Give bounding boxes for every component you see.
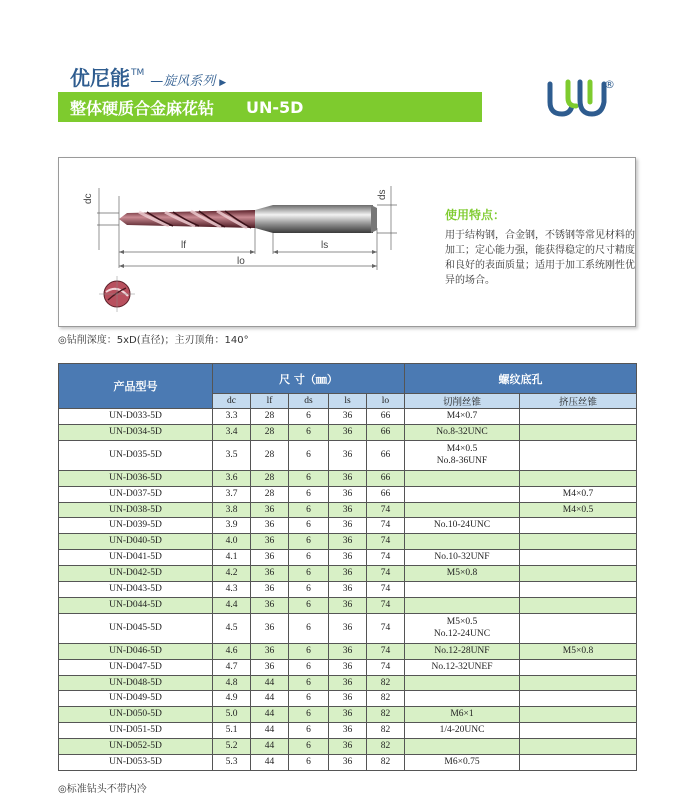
cell-ds: 6 [289,502,329,518]
cell-ls: 36 [329,550,367,566]
cell-ds: 6 [289,675,329,691]
cell-ls: 36 [329,518,367,534]
company-logo [546,76,610,120]
features-text: 用于结构钢，合金钢，不锈钢等常见材料的加工；定心能力强，能获得稳定的尺寸精度和良好的表面质量；适用于加工系统刚性优异的场合。 [445,230,635,286]
cell-lf: 28 [251,486,289,502]
table-row [59,424,637,440]
cell-ds: 6 [289,723,329,739]
cell-lo: 66 [367,409,405,425]
cell-ds: 6 [289,582,329,598]
table-row [59,723,637,739]
cell-lf: 36 [251,643,289,659]
product-title-bar [58,92,482,122]
cell-lo: 74 [367,582,405,598]
cell-dc: 3.8 [213,502,251,518]
drilling-depth-note: ◎钻削深度：5xD(直径)；主刃顶角：140° [58,335,249,346]
cell-model: UN-D035-5D [59,440,213,470]
cell-lo: 66 [367,470,405,486]
cell-lf: 44 [251,723,289,739]
cell-model: UN-D051-5D [59,723,213,739]
cell-dc: 4.0 [213,534,251,550]
cell-cut-tap [405,470,520,486]
cell-lo: 66 [367,486,405,502]
cell-form-tap [520,691,637,707]
cell-ds: 6 [289,613,329,643]
cell-ls: 36 [329,707,367,723]
cell-cut-tap [405,691,520,707]
cell-form-tap [520,613,637,643]
cell-lo: 82 [367,691,405,707]
cell-model: UN-D048-5D [59,675,213,691]
table-row [59,534,637,550]
cell-ls: 36 [329,755,367,771]
table-row [59,518,637,534]
cell-cut-tap: M6×0.75 [405,755,520,771]
cell-form-tap [520,739,637,755]
cell-dc: 5.1 [213,723,251,739]
cell-model: UN-D050-5D [59,707,213,723]
table-row [59,486,637,502]
table-row [59,470,637,486]
cell-ds: 6 [289,755,329,771]
cell-model: UN-D040-5D [59,534,213,550]
cell-lf: 28 [251,409,289,425]
brand-header [70,62,226,88]
cell-ds: 6 [289,534,329,550]
cell-ls: 36 [329,597,367,613]
cell-ds: 6 [289,470,329,486]
cell-lf: 28 [251,424,289,440]
lo-label: lo [237,256,245,267]
cell-form-tap [520,440,637,470]
cell-ls: 36 [329,739,367,755]
header-ds: ds [289,394,329,409]
cell-model: UN-D047-5D [59,659,213,675]
cell-model: UN-D053-5D [59,755,213,771]
cell-cut-tap [405,440,520,470]
cell-dc: 4.8 [213,675,251,691]
cell-ds: 6 [289,518,329,534]
header-thread: 螺纹底孔 [405,364,637,394]
cell-cut-tap [405,582,520,598]
cell-dc: 5.2 [213,739,251,755]
cell-ds: 6 [289,566,329,582]
trademark-mark: TM [131,68,145,78]
cell-lo: 74 [367,613,405,643]
header-lo: lo [367,394,405,409]
cell-cut-tap [405,486,520,502]
cell-model: UN-D039-5D [59,518,213,534]
cell-dc: 4.3 [213,582,251,598]
cell-ls: 36 [329,643,367,659]
cell-cut-tap [405,613,520,643]
cell-ds: 6 [289,440,329,470]
cell-lf: 36 [251,582,289,598]
header-form-tap: 挤压丝锥 [520,394,637,409]
cell-model: UN-D042-5D [59,566,213,582]
cell-cut-tap: 1/4-20UNC [405,723,520,739]
cell-ds: 6 [289,707,329,723]
cell-dc: 4.7 [213,659,251,675]
cell-lo: 74 [367,534,405,550]
cell-ls: 36 [329,691,367,707]
cell-ds: 6 [289,597,329,613]
cell-lf: 36 [251,566,289,582]
cell-dc: 4.5 [213,613,251,643]
cell-model: UN-D044-5D [59,597,213,613]
cell-dc: 3.5 [213,440,251,470]
table-row [59,755,637,771]
table-row [59,582,637,598]
table-row [59,691,637,707]
cell-ls: 36 [329,723,367,739]
cell-form-tap [520,550,637,566]
series-name: —旋风系列 [150,74,216,89]
cell-lf: 44 [251,755,289,771]
cell-model: UN-D036-5D [59,470,213,486]
product-title: 整体硬质合金麻花钻 [70,98,215,118]
cell-dc: 3.3 [213,409,251,425]
cell-model: UN-D033-5D [59,409,213,425]
cell-lo: 74 [367,566,405,582]
cell-lo: 74 [367,518,405,534]
cell-lo: 66 [367,440,405,470]
cell-model: UN-D052-5D [59,739,213,755]
table-row [59,643,637,659]
cell-lf: 44 [251,707,289,723]
table-row [59,707,637,723]
cell-lo: 74 [367,502,405,518]
cell-form-tap [520,470,637,486]
cell-form-tap [520,755,637,771]
ds-label: ds [377,189,388,200]
cell-lo: 82 [367,755,405,771]
cell-cut-tap: M4×0.7 [405,409,520,425]
cell-form-tap [520,566,637,582]
cell-ls: 36 [329,502,367,518]
cell-cut-tap: M6×1 [405,707,520,723]
cell-lo: 74 [367,659,405,675]
table-row [59,409,637,425]
cell-dc: 3.6 [213,470,251,486]
cell-dc: 3.9 [213,518,251,534]
cell-form-tap [520,675,637,691]
cell-form-tap: M4×0.5 [520,502,637,518]
cell-ds: 6 [289,550,329,566]
cell-ls: 36 [329,582,367,598]
cell-cut-tap: M5×0.8 [405,566,520,582]
cell-cut-tap: No.8-32UNC [405,424,520,440]
cell-dc: 4.4 [213,597,251,613]
cell-form-tap [520,582,637,598]
drill-diagram [59,158,439,326]
drill-end-view [99,276,135,312]
cell-ds: 6 [289,643,329,659]
table-row [59,659,637,675]
cell-lo: 74 [367,550,405,566]
cell-ls: 36 [329,613,367,643]
triangle-right-icon: ▶ [219,77,227,87]
registered-mark: ® [604,78,615,91]
table-row [59,550,637,566]
cell-dc: 3.7 [213,486,251,502]
cell-dc: 3.4 [213,424,251,440]
drill-shank [273,205,373,233]
cell-lo: 74 [367,597,405,613]
cell-form-tap [520,534,637,550]
cell-ls: 36 [329,486,367,502]
cell-lo: 82 [367,723,405,739]
table-row [59,675,637,691]
cell-ds: 6 [289,424,329,440]
cell-ls: 36 [329,424,367,440]
cell-ds: 6 [289,691,329,707]
cell-ds: 6 [289,486,329,502]
table-row [59,502,637,518]
cut-tap-line: M4×0.5 [446,444,478,455]
cell-model: UN-D041-5D [59,550,213,566]
cell-lo: 74 [367,643,405,659]
cell-lo: 82 [367,739,405,755]
ls-label: ls [321,240,329,251]
cell-model: UN-D049-5D [59,691,213,707]
header-model: 产品型号 [59,364,213,409]
cell-form-tap [520,597,637,613]
cell-lf: 36 [251,613,289,643]
header-ls: ls [329,394,367,409]
cut-tap-line: No.12-24UNC [433,629,491,640]
cell-dc: 5.3 [213,755,251,771]
cell-cut-tap [405,502,520,518]
drill-drawing-panel [58,157,636,327]
cell-dc: 4.1 [213,550,251,566]
table-row [59,613,637,643]
cell-lf: 44 [251,675,289,691]
cell-lo: 82 [367,707,405,723]
cell-lf: 44 [251,691,289,707]
coolant-note: ◎标准钻头不带内冷 [58,784,147,795]
cell-lf: 36 [251,502,289,518]
table-row [59,440,637,470]
cell-dc: 4.2 [213,566,251,582]
cell-lf: 36 [251,534,289,550]
table-row [59,739,637,755]
cell-model: UN-D037-5D [59,486,213,502]
cell-ls: 36 [329,534,367,550]
cell-lf: 36 [251,597,289,613]
cell-cut-tap [405,597,520,613]
cell-ls: 36 [329,409,367,425]
cell-cut-tap: No.10-24UNC [405,518,520,534]
header-size: 尺 寸（㎜） [213,364,405,394]
cut-tap-line: No.8-36UNF [436,456,488,467]
cell-ls: 36 [329,675,367,691]
cell-ls: 36 [329,566,367,582]
cell-form-tap: M5×0.8 [520,643,637,659]
cell-ds: 6 [289,739,329,755]
cell-ls: 36 [329,440,367,470]
cell-model: UN-D034-5D [59,424,213,440]
cell-lf: 36 [251,659,289,675]
table-row [59,597,637,613]
cell-model: UN-D038-5D [59,502,213,518]
cell-ls: 36 [329,659,367,675]
brand-name: 优尼能 [70,66,130,90]
cell-model: UN-D043-5D [59,582,213,598]
lf-label: lf [181,240,186,251]
cell-ds: 6 [289,409,329,425]
cell-lf: 44 [251,739,289,755]
header-dc: dc [213,394,251,409]
cell-form-tap: M4×0.7 [520,486,637,502]
cell-lf: 36 [251,550,289,566]
cell-lf: 36 [251,518,289,534]
cell-model: UN-D045-5D [59,613,213,643]
cell-cut-tap: No.10-32UNF [405,550,520,566]
cell-form-tap [520,723,637,739]
cell-dc: 4.9 [213,691,251,707]
cell-dc: 5.0 [213,707,251,723]
product-model: UN-5D [246,97,304,117]
cell-cut-tap: No.12-28UNF [405,643,520,659]
header-cut-tap: 切削丝锥 [405,394,520,409]
cell-form-tap [520,518,637,534]
cell-form-tap [520,424,637,440]
cell-lo: 82 [367,675,405,691]
header-lf: lf [251,394,289,409]
table-row [59,566,637,582]
cell-ds: 6 [289,659,329,675]
cell-form-tap [520,659,637,675]
features-title: 使用特点： [445,208,506,222]
cell-form-tap [520,409,637,425]
cell-lf: 28 [251,440,289,470]
dc-label: dc [83,193,94,204]
cell-cut-tap [405,534,520,550]
cell-lo: 66 [367,424,405,440]
spec-table [58,363,637,771]
cell-form-tap [520,707,637,723]
cell-cut-tap: No.12-32UNEF [405,659,520,675]
cell-dc: 4.6 [213,643,251,659]
spec-table-body [59,409,637,771]
cell-lf: 28 [251,470,289,486]
cell-model: UN-D046-5D [59,643,213,659]
cell-cut-tap [405,739,520,755]
cell-ls: 36 [329,470,367,486]
cell-cut-tap [405,675,520,691]
cut-tap-line: M5×0.5 [446,617,478,628]
